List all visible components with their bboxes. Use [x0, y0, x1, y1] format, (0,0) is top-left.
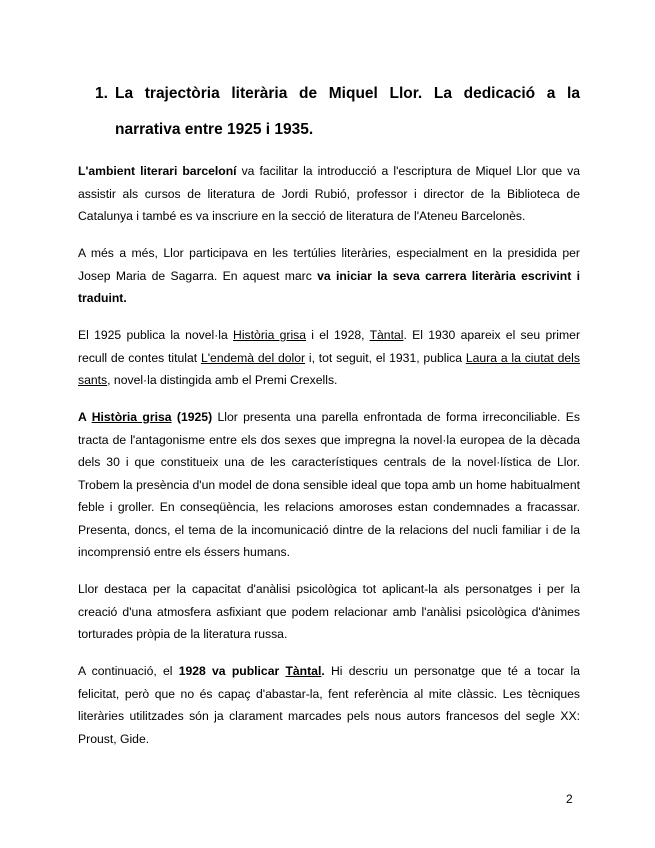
heading-number: 1. — [95, 85, 108, 102]
title-endema-del-dolor: L'endemà del dolor — [200, 350, 306, 365]
p5-text: Llor destaca per la capacitat d'anàlisi psicològica tot aplicant-la als personatges i per la creació d'una atmosfera asfixiant que podem relacionar amb l'anàlisi psicològica d'ànimes torturades pròpia de la literatura russa. — [78, 582, 580, 642]
paragraph-5 — [78, 578, 580, 646]
paragraph-6 — [78, 660, 580, 750]
title-laura: Laura a la ciutat dels sants — [78, 350, 580, 388]
p4-bold-1: A — [78, 409, 92, 424]
p3-text-2: i el 1928, — [306, 327, 370, 342]
p6-text-1: A continuació, el — [78, 664, 179, 679]
p6-bold-1: 1928 va publicar — [178, 664, 286, 679]
p4-title-historia-grisa: Història grisa — [91, 409, 172, 424]
p3-text-5: , novel·la distingida amb el Premi Crexells. — [107, 373, 338, 388]
body-text — [78, 160, 580, 765]
heading-line-1 — [95, 76, 580, 112]
paragraph-4 — [78, 406, 580, 564]
heading-text-1: La trajectòria literària de Miquel Llor. La dedicació a la — [115, 85, 580, 102]
section-heading — [95, 76, 580, 148]
title-tantal: Tàntal — [369, 327, 404, 342]
p3-text-3: . El 1930 apareix el seu primer recull de contes titulat — [78, 327, 580, 365]
p2-bold: va iniciar la seva carrera literària escrivint i traduint. — [78, 268, 580, 306]
page-number: 2 — [566, 792, 573, 806]
p4-bold-2: (1925) — [171, 409, 213, 424]
p3-text-1: El 1925 publica la novel·la — [78, 327, 234, 342]
paragraph-1 — [78, 160, 580, 228]
title-historia-grisa: Història grisa — [233, 327, 307, 342]
p3-text-4: i, tot seguit, el 1931, publica — [305, 350, 466, 365]
heading-text-2: narrativa entre 1925 i 1935. — [115, 121, 314, 138]
p4-text: Llor presenta una parella enfrontada de forma irreconciliable. Es tracta de l'antagonisme entre els dos sexes que impregna la novel·la europea de la dècada dels 30 i que constitueix una de les característiques centrals de la novel·lística de Llor. Trobem la presència d'un model de dona sensible ideal que topa amb un home habitualment feble i groller. En conseqüència, les relacions amoroses estan condemnades a fracassar. Presenta, doncs, el tema de la incomunicació dintre de la relacions del nucli familiar i de la incomprensió entre els éssers humans. — [78, 409, 580, 560]
p1-bold: L'ambient literari barceloní — [78, 164, 237, 178]
paragraph-2 — [78, 242, 580, 310]
p6-bold-2: . — [321, 664, 325, 679]
p6-text: Hi descriu un personatge que té a tocar la felicitat, però que no és capaç d'abastar-la, fent referència al mite clàssic. Les tècniques literàries utilitzades són ja clarament marcades pels nous autors francesos del segle XX: Proust, Gide. — [78, 664, 580, 746]
p1-text: va facilitar la introducció a l'escriptura de Miquel Llor que va assistir als cursos de literatura de Jordi Rubió, professor i director de la Biblioteca de Catalunya i també es va inscriure en la secció de literatura de l'Ateneu Barcelonès. — [78, 164, 580, 224]
paragraph-3 — [78, 324, 580, 392]
p6-title-tantal: Tàntal — [285, 664, 322, 679]
p2-text: A més a més, Llor participava en les tertúlies literàries, especialment en la presidida per Josep Maria de Sagarra. En aquest marc — [78, 245, 580, 283]
